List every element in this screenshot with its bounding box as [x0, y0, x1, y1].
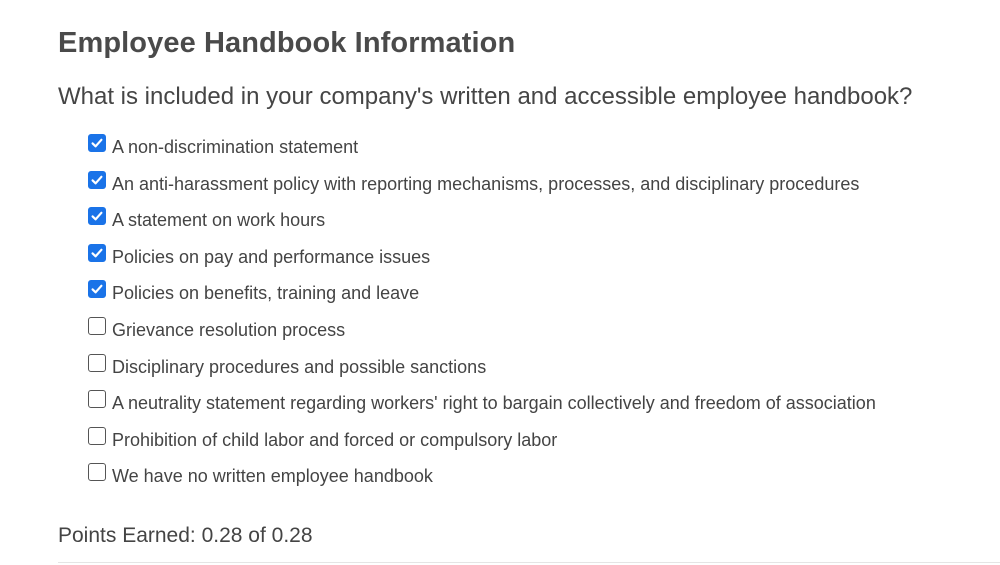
options-list: [88, 128, 876, 494]
option-checkbox[interactable]: [88, 171, 106, 189]
option-label: Grievance resolution process: [112, 319, 346, 340]
divider: [58, 562, 1000, 563]
option-checkbox[interactable]: [88, 390, 106, 408]
option-neutrality-statement[interactable]: [88, 384, 876, 421]
option-benefits-training-leave[interactable]: [88, 274, 876, 311]
option-checkbox[interactable]: [88, 427, 106, 445]
option-non-discrimination[interactable]: [88, 128, 876, 165]
option-label: Policies on pay and performance issues: [112, 246, 431, 267]
option-label: We have no written employee handbook: [112, 466, 433, 487]
option-label: A neutrality statement regarding workers' right to bargain collectively and freedom of association: [112, 393, 876, 414]
option-child-forced-labor[interactable]: [88, 421, 876, 458]
option-label: Prohibition of child labor and forced or compulsory labor: [112, 429, 558, 450]
question-text: What is included in your company's written and accessible employee handbook?: [58, 83, 913, 110]
checkmark-icon: [90, 173, 104, 187]
option-pay-performance[interactable]: [88, 238, 876, 275]
option-checkbox[interactable]: [88, 463, 106, 481]
checkmark-icon: [90, 209, 104, 223]
option-checkbox[interactable]: [88, 317, 106, 335]
option-checkbox[interactable]: [88, 354, 106, 372]
option-label: Policies on benefits, training and leave: [112, 283, 420, 304]
option-label: A non-discrimination statement: [112, 137, 359, 157]
section-title: Employee Handbook Information: [58, 27, 516, 59]
option-checkbox[interactable]: [88, 207, 106, 225]
option-work-hours[interactable]: [88, 201, 876, 238]
option-anti-harassment[interactable]: [88, 165, 876, 202]
option-label: An anti-harassment policy with reporting mechanisms, processes, and disciplinary procedures: [112, 173, 860, 194]
option-label: Disciplinary procedures and possible sanctions: [112, 356, 487, 377]
checkmark-icon: [90, 282, 104, 296]
option-no-handbook[interactable]: [88, 457, 876, 494]
option-checkbox[interactable]: [88, 134, 106, 152]
option-grievance-resolution[interactable]: [88, 311, 876, 348]
option-label: A statement on work hours: [112, 210, 326, 231]
checkmark-icon: [90, 246, 104, 260]
option-disciplinary-procedures[interactable]: [88, 348, 876, 385]
option-checkbox[interactable]: [88, 280, 106, 298]
handbook-question-section: [58, 0, 1000, 565]
option-checkbox[interactable]: [88, 244, 106, 262]
points-earned: Points Earned: 0.28 of 0.28: [58, 524, 313, 547]
checkmark-icon: [90, 136, 104, 150]
